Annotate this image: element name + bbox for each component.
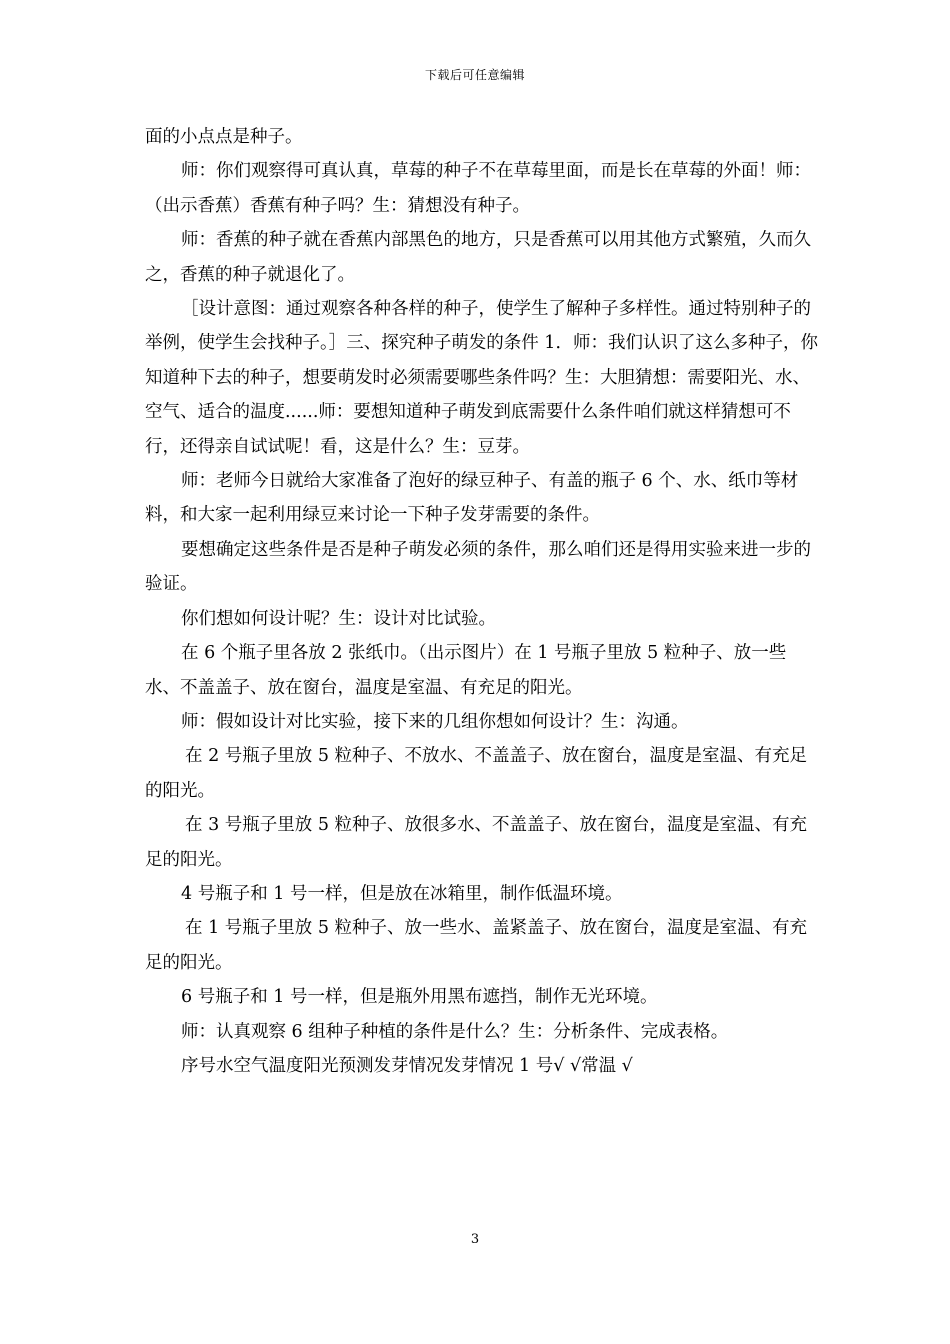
paragraph: 在 1 号瓶子里放 5 粒种子、放一些水、盖紧盖子、放在窗台，温度是室温、有充足的阳光。 — [145, 918, 808, 973]
paragraph: 师：认真观察 6 组种子种植的条件是什么？生：分析条件、完成表格。 — [181, 1021, 729, 1042]
paragraph: 面的小点点是种子。 — [145, 127, 303, 147]
paragraph: 在 3 号瓶子里放 5 粒种子、放很多水、不盖盖子、放在窗台，温度是室温、有充足的阳光。 — [145, 815, 808, 870]
paragraph: 师：老师今日就给大家准备了泡好的绿豆种子、有盖的瓶子 6 个、水、纸巾等材料，和大家一起利用绿豆来讨论一下种子发芽需要的条件。 — [145, 471, 799, 526]
paragraph: 要想确定这些条件是否是种子萌发必须的条件，那么咱们还是得用实验来进一步的验证。 — [145, 539, 811, 595]
paragraph: 师：你们观察得可真认真，草莓的种子不在草莓里面，而是长在草莓的外面！师：（出示香蕉）香蕉有种子吗？生：猜想没有种子。 — [145, 161, 811, 216]
paragraph: 序号水空气温度阳光预测发芽情况发芽情况 1 号√ √常温 √ — [181, 1055, 633, 1076]
paragraph: 6 号瓶子和 1 号一样，但是瓶外用黑布遮挡，制作无光环境。 — [181, 987, 658, 1008]
paragraph: 师：香蕉的种子就在香蕉内部黑色的地方，只是香蕉可以用其他方式繁殖，久而久之，香蕉的种子就退化了。 — [145, 230, 811, 285]
page-number: 3 — [470, 1232, 480, 1247]
paragraph: 你们想如何设计呢？生：设计对比试验。 — [181, 608, 496, 629]
paragraph: 4 号瓶子和 1 号一样，但是放在冰箱里，制作低温环境。 — [181, 883, 623, 904]
paragraph: 在 6 个瓶子里各放 2 张纸巾。（出示图片）在 1 号瓶子里放 5 粒种子、放一些水、不盖盖子、放在窗台，温度是室温、有充足的阳光。 — [145, 643, 787, 698]
paragraph: 师：假如设计对比实验，接下来的几组你想如何设计？生：沟通。 — [181, 711, 689, 732]
paragraph: 在 2 号瓶子里放 5 粒种子、不放水、不盖盖子、放在窗台，温度是室温、有充足的阳光。 — [145, 746, 808, 801]
page-header: 下载后可任意编辑 — [424, 68, 525, 82]
document-body — [145, 120, 821, 1083]
paragraph: ［设计意图：通过观察各种各样的种子，使学生了解种子多样性。通过特别种子的举例，使学生会找种子。］三、探究种子萌发的条件 1．师：我们认识了这么多种子，你知道种下去的种子，想要萌发时必须需要哪些条件吗？生：大胆猜想：需要阳光、水、空气、适合的温度......师：要想知道种子萌发到底需要什么条件咱们就这样猜想可不行，还得亲自试试呢！看，这是什么？生：豆芽。 — [145, 299, 818, 457]
